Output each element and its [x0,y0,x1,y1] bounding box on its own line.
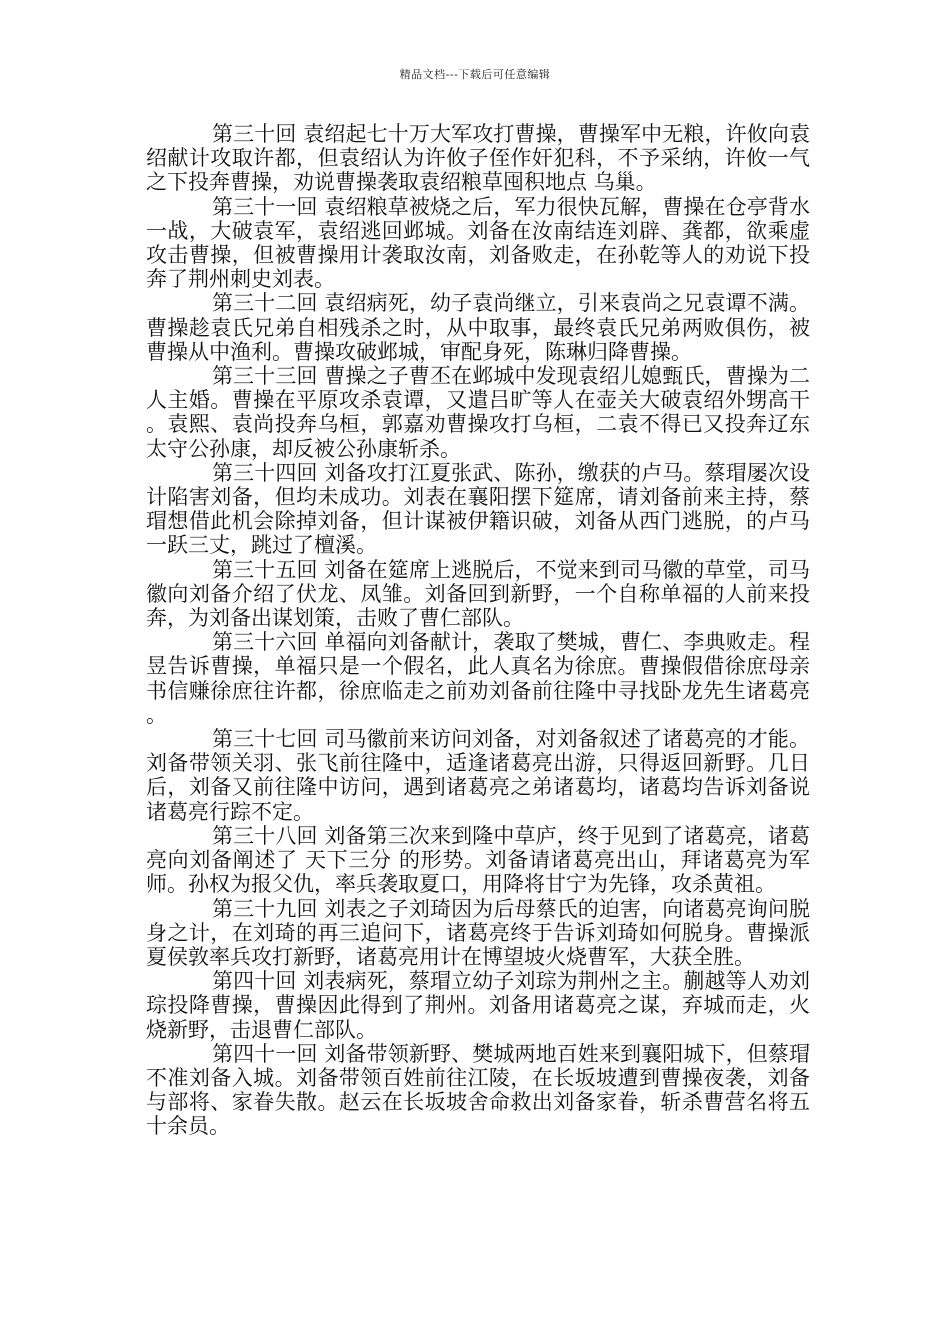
paragraph-chapter-38: 第三十八回 刘备第三次来到隆中草庐，终于见到了诸葛亮，诸葛亮向刘备阐述了 天下三分 的形势。刘备请诸葛亮出山，拜诸葛亮为军师。孙权为报父仇，率兵袭取夏口，用降将甘宁为先锋，攻杀黄祖。 [146,823,810,897]
paragraph-chapter-35: 第三十五回 刘备在筵席上逃脱后，不觉来到司马徽的草堂，司马徽向刘备介绍了伏龙、凤雏。刘备回到新野，一个自称单福的人前来投奔，为刘备出谋划策，击败了曹仁部队。 [146,557,810,631]
paragraph-chapter-37: 第三十七回 司马徽前来访问刘备，对刘备叙述了诸葛亮的才能。刘备带领关羽、张飞前往隆中，适逢诸葛亮出游，只得返回新野。几日后，刘备又前往隆中访问，遇到诸葛亮之弟诸葛均，诸葛均告诉刘备说诸葛亮行踪不定。 [146,727,810,824]
paragraph-chapter-32: 第三十二回 袁绍病死，幼子袁尚继立，引来袁尚之兄袁谭不满。曹操趁袁氏兄弟自相残杀之时，从中取事，最终袁氏兄弟两败俱伤，被曹操从中渔利。曹操攻破邺城，审配身死，陈琳归降曹操。 [146,291,810,364]
paragraph-chapter-31: 第三十一回 袁绍粮草被烧之后，军力很快瓦解，曹操在仓亭背水一战，大破袁军，袁绍逃回邺城。刘备在汝南结连刘辟、龚都，欲乘虚攻击曹操，但被曹操用计袭取汝南，刘备败走，在孙乾等人的劝说下投奔了荆州刺史刘表。 [146,194,810,292]
document-body [146,122,810,1139]
paragraph-chapter-39: 第三十九回 刘表之子刘琦因为后母蔡氏的迫害，向诸葛亮询问脱身之计，在刘琦的再三追问下，诸葛亮终于告诉刘琦如何脱身。曹操派夏侯敦率兵攻打新野，诸葛亮用计在博望坡火烧曹军，大获全胜。 [146,896,810,969]
paragraph-chapter-40: 第四十回 刘表病死，蔡瑁立幼子刘琮为荆州之主。蒯越等人劝刘琮投降曹操，曹操因此得到了荆州。刘备用诸葛亮之谋，弃城而走，火烧新野，击退曹仁部队。 [146,969,810,1042]
paragraph-chapter-33: 第三十三回 曹操之子曹丕在邺城中发现袁绍儿媳甄氏，曹操为二人主婚。曹操在平原攻杀袁谭，又遣吕旷等人在壶关大破袁绍外甥高干。袁熙、袁尚投奔乌桓，郭嘉劝曹操攻打乌桓，二袁不得已又投奔辽东太守公孙康，却反被公孙康斩杀。 [146,364,810,461]
paragraph-chapter-36: 第三十六回 单福向刘备献计，袭取了樊城，曹仁、李典败走。程昱告诉曹操，单福只是一个假名，此人真名为徐庶。曹操假借徐庶母亲书信赚徐庶往许都，徐庶临走之前劝刘备前往隆中寻找卧龙先生诸葛亮。 [146,630,810,727]
paragraph-chapter-41: 第四十一回 刘备带领新野、樊城两地百姓来到襄阳城下，但蔡瑁不准刘备入城。刘备带领百姓前往江陵，在长坂坡遭到曹操夜袭，刘备与部将、家眷失散。赵云在长坂坡舍命救出刘备家眷，斩杀曹营名将五十余员。 [146,1041,810,1139]
paragraph-chapter-30: 第三十回 袁绍起七十万大军攻打曹操，曹操军中无粮，许攸向袁绍献计攻取许都，但袁绍认为许攸子侄作奸犯科，不予采纳，许攸一气之下投奔曹操，劝说曹操袭取袁绍粮草囤积地点 乌巢。 [146,122,810,195]
page-header: 精品文档---下载后可任意编辑 [399,68,551,81]
paragraph-chapter-34: 第三十四回 刘备攻打江夏张武、陈孙，缴获的卢马。蔡瑁屡次设计陷害刘备，但均未成功。刘表在襄阳摆下筵席，请刘备前来主持，蔡瑁想借此机会除掉刘备，但计谋被伊籍识破，刘备从西门逃脱，的卢马一跃三丈，跳过了檀溪。 [146,460,810,558]
